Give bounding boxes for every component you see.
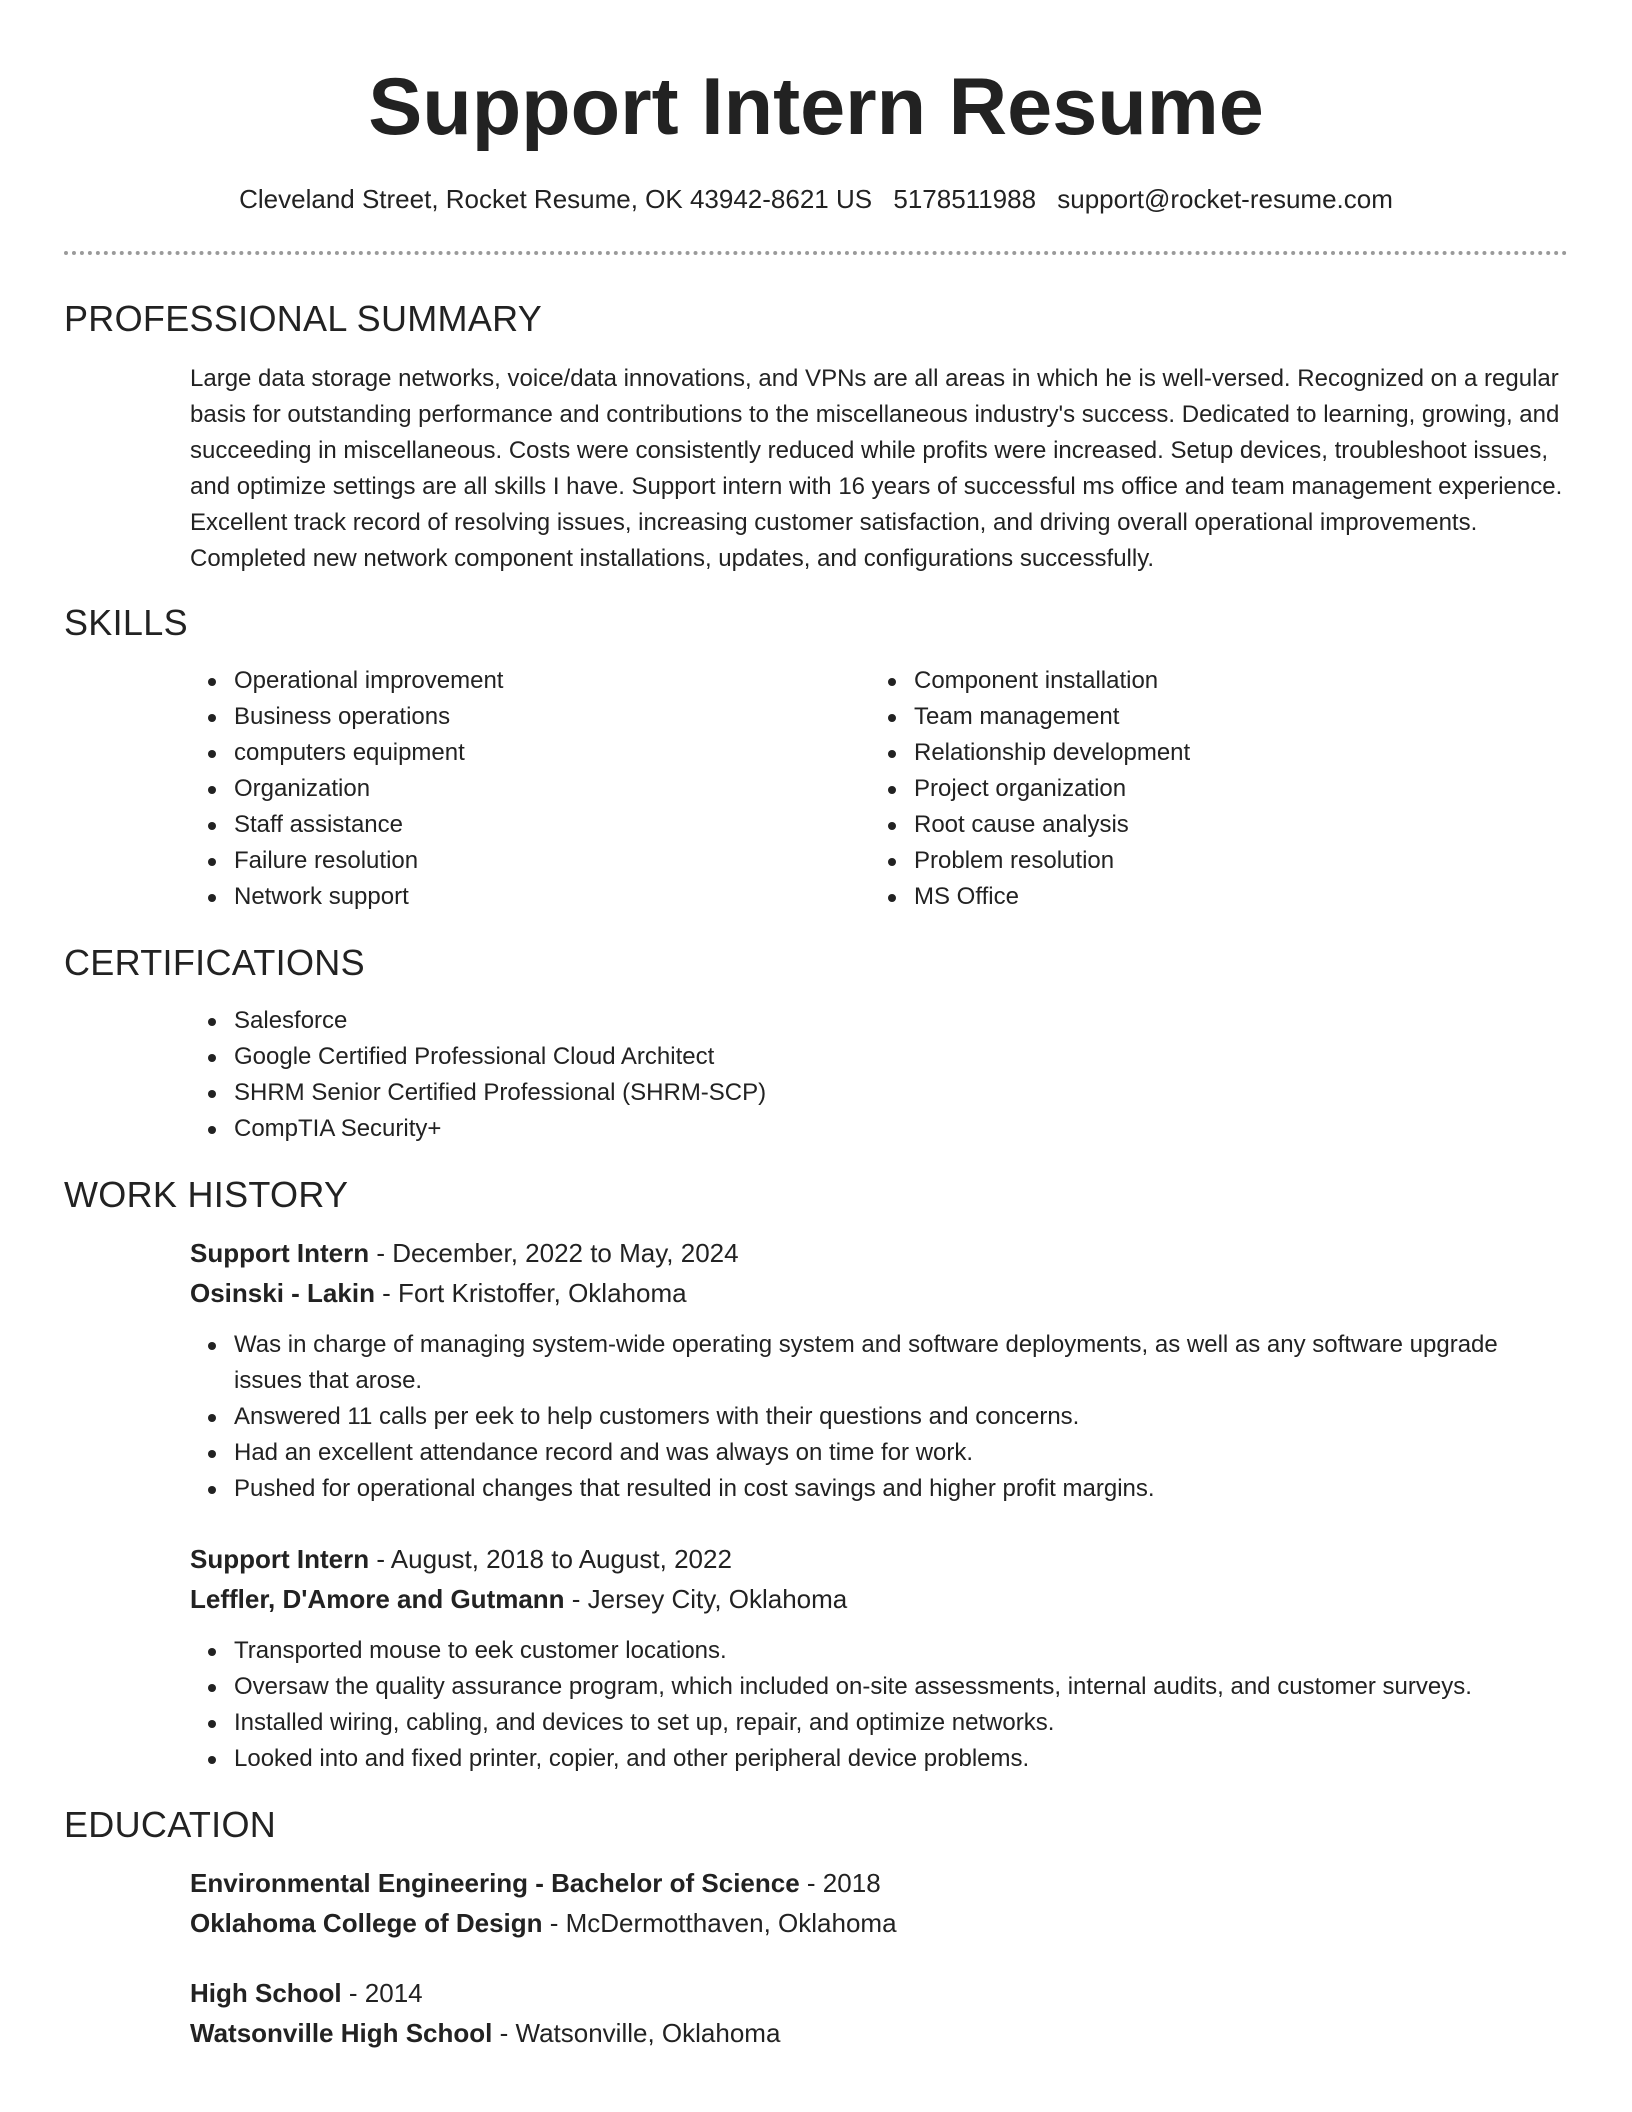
certifications-heading: CERTIFICATIONS bbox=[64, 942, 365, 983]
job-company-line bbox=[190, 1579, 1568, 1619]
job-title: Support Intern bbox=[190, 1238, 370, 1268]
education-school-line bbox=[190, 1903, 1568, 1943]
skills-list-left bbox=[190, 663, 870, 915]
certifications-list bbox=[190, 1003, 1568, 1147]
skills-list-right bbox=[870, 663, 1550, 915]
education-entry bbox=[190, 1973, 1568, 2053]
job-bullet: Transported mouse to eek customer locations. bbox=[190, 1633, 1568, 1669]
summary-text: Large data storage networks, voice/data innovations, and VPNs are all areas in which he is well-versed. Recognized on a regular basis for outstanding performance and contributions to the miscellaneous industry's success. Dedicated to learning, growing, and succeeding in miscellaneous. Costs were consistently reduced while profits were increased. Setup devices, troubleshoot issues, and optimize settings are all skills I have. Support intern with 16 years of successful ms office and team management experience. Excellent track record of resolving issues, increasing customer satisfaction, and driving overall operational improvements. Completed new network component installations, updates, and configurations successfully. bbox=[190, 365, 1563, 572]
certification-item: SHRM Senior Certified Professional (SHRM-SCP) bbox=[190, 1075, 1568, 1111]
skill-item: Staff assistance bbox=[190, 807, 870, 843]
job-bullet: Answered 11 calls per eek to help customers with their questions and concerns. bbox=[190, 1399, 1568, 1435]
education-year: - 2018 bbox=[799, 1868, 881, 1898]
skill-item: Business operations bbox=[190, 699, 870, 735]
education-year: - 2014 bbox=[341, 1978, 423, 2008]
job-bullet: Had an excellent attendance record and was always on time for work. bbox=[190, 1435, 1568, 1471]
job-title-line bbox=[190, 1233, 1568, 1273]
skill-item: MS Office bbox=[870, 879, 1550, 915]
job-bullet: Pushed for operational changes that resulted in cost savings and higher profit margins. bbox=[190, 1471, 1568, 1507]
job-company: Leffler, D'Amore and Gutmann bbox=[190, 1584, 565, 1614]
job-bullets bbox=[64, 1633, 1568, 1777]
skill-item: Problem resolution bbox=[870, 843, 1550, 879]
skill-item: Network support bbox=[190, 879, 870, 915]
job-company-line bbox=[190, 1273, 1568, 1313]
education-school-line bbox=[190, 2013, 1568, 2053]
work-history-section bbox=[64, 1173, 1568, 1777]
job-company: Osinski - Lakin bbox=[190, 1278, 375, 1308]
skills-section bbox=[64, 601, 1568, 915]
certifications-section bbox=[64, 941, 1568, 1147]
job-entry bbox=[190, 1539, 1568, 1777]
education-degree-line bbox=[190, 1973, 1568, 2013]
summary-heading: PROFESSIONAL SUMMARY bbox=[64, 298, 543, 339]
education-location: - McDermotthaven, Oklahoma bbox=[542, 1908, 897, 1938]
job-bullet: Installed wiring, cabling, and devices to set up, repair, and optimize networks. bbox=[190, 1705, 1568, 1741]
header-divider bbox=[64, 251, 1568, 255]
job-title-line bbox=[190, 1539, 1568, 1579]
skill-item: Project organization bbox=[870, 771, 1550, 807]
contact-line bbox=[64, 182, 1568, 216]
education-school: Watsonville High School bbox=[190, 2018, 493, 2048]
contact-address: Cleveland Street, Rocket Resume, OK 43942-8621 US bbox=[239, 184, 873, 214]
education-location: - Watsonville, Oklahoma bbox=[492, 2018, 781, 2048]
education-entry bbox=[190, 1863, 1568, 1943]
summary-section bbox=[64, 297, 1568, 577]
education-degree-line bbox=[190, 1863, 1568, 1903]
skills-columns bbox=[190, 663, 1568, 915]
job-dates: - December, 2022 to May, 2024 bbox=[369, 1238, 739, 1268]
skill-item: Relationship development bbox=[870, 735, 1550, 771]
certification-item: CompTIA Security+ bbox=[190, 1111, 1568, 1147]
contact-phone: 5178511988 bbox=[893, 184, 1037, 214]
job-dates: - August, 2018 to August, 2022 bbox=[369, 1544, 732, 1574]
skill-item: Failure resolution bbox=[190, 843, 870, 879]
certification-item: Salesforce bbox=[190, 1003, 1568, 1039]
resume-title: Support Intern Resume bbox=[368, 62, 1264, 152]
skill-item: Component installation bbox=[870, 663, 1550, 699]
job-title: Support Intern bbox=[190, 1544, 370, 1574]
job-bullets bbox=[64, 1327, 1568, 1507]
education-school: Oklahoma College of Design bbox=[190, 1908, 543, 1938]
education-section bbox=[64, 1803, 1568, 2053]
job-entry bbox=[190, 1233, 1568, 1507]
job-bullet: Oversaw the quality assurance program, which included on-site assessments, internal audits, and customer surveys. bbox=[190, 1669, 1568, 1705]
skill-item: Operational improvement bbox=[190, 663, 870, 699]
job-bullet: Looked into and fixed printer, copier, and other peripheral device problems. bbox=[190, 1741, 1568, 1777]
skill-item: Team management bbox=[870, 699, 1550, 735]
certification-item: Google Certified Professional Cloud Architect bbox=[190, 1039, 1568, 1075]
education-heading: EDUCATION bbox=[64, 1804, 277, 1845]
work-history-heading: WORK HISTORY bbox=[64, 1174, 349, 1215]
skill-item: computers equipment bbox=[190, 735, 870, 771]
resume-page bbox=[64, 0, 1568, 2053]
job-location: - Fort Kristoffer, Oklahoma bbox=[374, 1278, 687, 1308]
education-degree: High School bbox=[190, 1978, 342, 2008]
skill-item: Organization bbox=[190, 771, 870, 807]
contact-email: support@rocket-resume.com bbox=[1057, 184, 1393, 214]
skill-item: Root cause analysis bbox=[870, 807, 1550, 843]
job-location: - Jersey City, Oklahoma bbox=[564, 1584, 848, 1614]
education-degree: Environmental Engineering - Bachelor of Science bbox=[190, 1868, 800, 1898]
skills-heading: SKILLS bbox=[64, 602, 188, 643]
job-bullet: Was in charge of managing system-wide operating system and software deployments, as well as any software upgrade issues that arose. bbox=[190, 1327, 1568, 1399]
